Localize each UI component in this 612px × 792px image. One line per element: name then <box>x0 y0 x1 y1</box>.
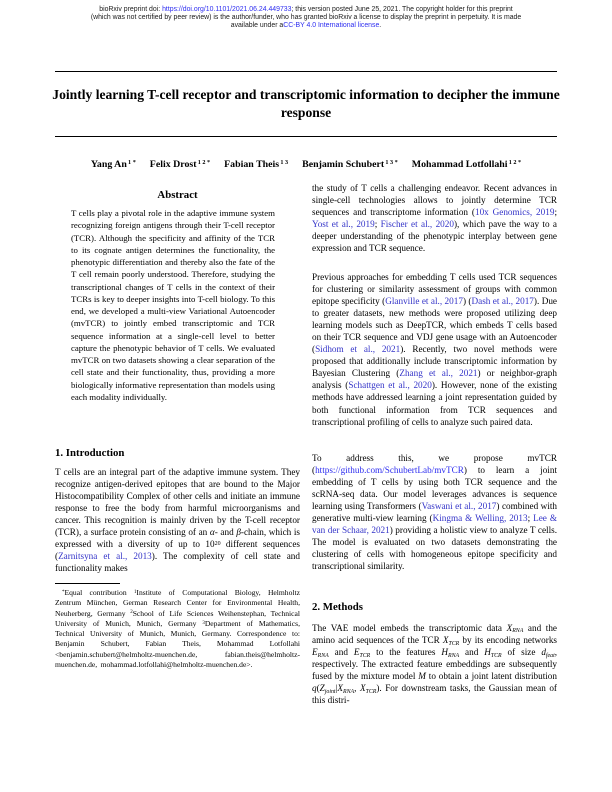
paragraph-mvtcr-proposal <box>312 452 557 572</box>
author-name: Fabian Theis <box>224 159 280 170</box>
text-segment: RNA <box>512 628 524 635</box>
text-segment: , <box>354 683 360 694</box>
text-segment: H <box>484 647 491 658</box>
text-segment: ) combined with generative multi-view learning ( <box>312 501 557 524</box>
footnote-rule <box>55 583 120 584</box>
text-segment: -chain, which is expressed with a diversity of up to 10 <box>55 527 300 550</box>
text-segment: (which was not certified by peer review) is the author/funder, who has granted bioRxiv a license to display the preprint in perpetuity. It is made <box>90 14 522 22</box>
citation-link[interactable]: Kingma & Welling, 2013 <box>432 513 528 524</box>
citation-link[interactable]: Dash et al., 2017 <box>471 296 534 307</box>
text-segment: X <box>359 683 366 694</box>
text-segment: Equal contribution <box>64 588 134 597</box>
text-segment: β <box>236 527 241 538</box>
text-segment: Department of Mathematics, Technical University of Munich, Munich, Germany. Correspondence to: Benjamin Schubert, Fabian Theis, Mohammad Lotfollahi <benjamin.schubert@helmholtz-muenchen.de, fabian.theis@helmholtz-muenchen.de, mohammad.lotfollahi@helmholtz-muenchen.de>. <box>55 618 300 670</box>
citation-link[interactable]: Zhang et al., 2021 <box>399 368 478 379</box>
text-segment: T cells are an integral part of the adaptive immune system. They recognize antigen-derived epitopes that are bound to the Major Histocompatibility Complex of other cells and initiate an immune response to free the body from harmful microorganisms and cancer. This recognition is mainly driven by the T-cell receptor (TCR), a surface protein consisting of an <box>55 467 300 538</box>
text-segment: To address this, we propose mvTCR ( <box>312 453 557 476</box>
text-segment: RNA <box>448 652 460 659</box>
text-segment: - and <box>214 527 237 538</box>
text-segment: feat <box>545 652 555 659</box>
citation-link[interactable]: Sidhom et al., 2021 <box>315 344 401 355</box>
text-segment: ; <box>554 207 557 218</box>
text-segment: ( <box>316 683 320 694</box>
text-segment: RNA <box>343 688 355 695</box>
text-segment: The VAE model embeds the transcriptomic data <box>312 623 507 633</box>
author <box>150 159 210 170</box>
text-segment: ). Recently, two novel methods were proposed that additionally include transcriptomic information by Bayesian Clustering ( <box>312 344 557 379</box>
citation-link[interactable]: Glanville et al., 2017 <box>385 296 463 307</box>
citation-link[interactable]: Vaswani et al., 2017 <box>421 501 497 512</box>
text-segment: X <box>337 683 344 694</box>
text-segment: ) to learn a joint embedding of T cells by using both TCR sequence and the scRNA-seq data. Our model leverages advances is sequence learning using Transformers ( <box>312 465 557 512</box>
text-segment: ; <box>527 513 534 524</box>
text-segment: bioRxiv preprint doi: <box>99 6 163 13</box>
text-segment: ) ( <box>462 296 472 307</box>
text-segment: * <box>62 589 65 595</box>
text-segment: ; this version posted June 25, 2021. The copyright holder for this preprint <box>291 6 513 13</box>
text-segment: School of Life Sciences Weihenstephan, Technical University of Munich, Munich, Germany <box>55 608 300 628</box>
author-affiliation-sup: 1 2 * <box>196 159 211 167</box>
text-segment: and the amino acid sequences of the TCR <box>312 623 557 646</box>
citation-link[interactable]: Yost et al., 2019 <box>312 219 375 230</box>
author-name: Mohammad Lotfollahi <box>411 159 508 170</box>
methods-paragraph <box>312 622 557 706</box>
license-link[interactable]: CC-BY 4.0 International license <box>283 22 380 30</box>
author-name: Yang An <box>90 159 127 170</box>
text-segment: RNA <box>317 652 329 659</box>
citation-link[interactable]: Lee & van der Schaar, 2021 <box>312 513 557 536</box>
text-segment: TCR <box>490 652 502 659</box>
text-segment: to obtain a joint latent distribution <box>425 671 557 682</box>
text-segment: available under a <box>230 22 284 30</box>
text-segment: of size <box>501 647 542 658</box>
author-name: Benjamin Schubert <box>302 159 385 170</box>
title-rule-bottom <box>55 136 557 137</box>
text-segment: E <box>312 647 318 658</box>
biorxiv-banner <box>20 6 592 31</box>
footnote-text <box>55 588 300 670</box>
citation-link[interactable]: Fischer et al., 2020 <box>380 219 454 230</box>
abstract-heading: Abstract <box>157 189 198 201</box>
author-affiliation-sup: 1 3 <box>279 159 289 167</box>
author-list <box>30 159 582 170</box>
text-segment: α <box>209 527 215 538</box>
banner-line-2 <box>20 14 592 22</box>
author-affiliation-sup: 1 2 * <box>507 159 522 167</box>
paragraph-recent-advances <box>312 182 557 254</box>
paragraph-previous-approaches <box>312 271 557 428</box>
banner-line-3 <box>20 22 592 30</box>
text-segment: ) or neighbor-graph analysis ( <box>312 368 557 391</box>
text-segment: ). The complexity of cell state and functionality makes <box>55 551 300 574</box>
text-segment: 3 <box>202 620 205 626</box>
text-segment: TCR <box>359 652 371 659</box>
text-segment: H <box>441 647 448 658</box>
author <box>91 159 136 170</box>
text-segment: TCR <box>365 688 377 695</box>
text-segment: ), which pave the way to a deeper understanding of the phenotypic interplay between gene expression and TCR sequence. <box>312 219 557 254</box>
citation-link[interactable]: Zarnitsyna et al., 2013 <box>58 551 152 562</box>
paper-title: Jointly learning T-cell receptor and transcriptomic information to decipher the immune response <box>52 87 560 120</box>
text-segment: X <box>506 623 513 633</box>
text-segment: M <box>418 671 426 682</box>
author-affiliation-sup: 1 3 * <box>384 159 398 167</box>
text-segment: . <box>379 22 382 30</box>
citation-link[interactable]: 10x Genomics, 2019 <box>474 207 555 218</box>
text-segment: by its encoding networks <box>459 635 557 646</box>
section-heading-methods: 2. Methods <box>312 601 363 613</box>
abstract-text: T cells play a pivotal role in the adaptive immune system recognizing foreign antigens through their T-cell receptor (TCR). Although the specificity and affinity of the TCR to its cognate antigen determines the functionality, the phenotypic differentiation and thereby also the fate of the T cell remain poorly understood. Therefore, studying the transcriptional changes of T cells in the context of their TCRs is key to deeper insights into T-cell biology. To this end, we developed a multi-view Variational Autoencoder (mvTCR) to jointly embed transcriptomic and TCR sequence information at a single-cell level to better capture the phenotypic behavior of T cells. We evaluated mvTCR on two datasets showing a clear separation of the cell state and their functionality, thus, providing a more biologically informative representation than models using each modality individually. <box>71 208 275 402</box>
github-repo-link[interactable]: https://github.com/SchubertLab/mvTCR <box>315 465 464 476</box>
doi-link[interactable]: https://doi.org/10.1101/2021.06.24.449733 <box>162 6 292 13</box>
text-segment: TCR <box>448 640 460 647</box>
author-affiliation-sup: 1 * <box>126 159 136 167</box>
text-segment: Z <box>319 683 325 694</box>
author <box>412 159 521 170</box>
text-segment: and <box>459 647 485 658</box>
text-segment: ). For downstream tasks, the Gaussian mean of this distri- <box>312 683 557 706</box>
banner-line-1 <box>20 6 592 14</box>
text-segment: ) providing a holistic view to analyze T cells. The model is evaluated on two datasets demonstrating the clustering of cells with homogeneous epitope specificity and transcriptional similarity. <box>312 525 557 572</box>
title-rule-top <box>55 71 557 72</box>
text-segment: Institute of Computational Biology, Helmholtz Zentrum München, German Research Center for Environmental Health, Neuherberg, Germany <box>55 588 300 618</box>
text-segment: ; <box>374 219 381 230</box>
text-segment: and <box>328 647 354 658</box>
text-segment: joint <box>324 688 336 695</box>
text-segment: 1 <box>133 589 137 595</box>
text-segment: E <box>353 647 360 658</box>
text-segment: ). Due to greater datasets, new methods were proposed utilizing deep learning models such as DeepTCR, which embeds T cells based on their TCR sequence and VDJ gene usage with an Autoencoder ( <box>312 296 557 355</box>
text-segment: Previous approaches for embedding T cells used TCR sequences for clustering or similarity assessment of groups with common epitope specificity ( <box>312 272 557 307</box>
author <box>224 159 288 170</box>
text-segment: q <box>312 683 317 694</box>
author-name: Felix Drost <box>149 159 197 170</box>
text-segment: 2 <box>130 610 133 616</box>
text-segment: to the features <box>370 647 442 658</box>
section-heading-introduction: 1. Introduction <box>55 447 125 459</box>
text-segment: 20 <box>214 540 221 547</box>
text-segment: ). However, none of the existing methods have addressed learning a joint representation guided by both functional information from TCR sequences and transcriptional profiling of cells to analyze such paired data. <box>312 380 557 427</box>
text-segment: X <box>442 635 449 646</box>
author <box>302 159 398 170</box>
text-segment: d <box>541 647 546 658</box>
text-segment: the study of T cells a challenging endeavor. Recent advances in single-cell technologies allows to jointly determine TCR sequences and transcriptome information ( <box>312 183 557 218</box>
text-segment: , respectively. The extracted feature embeddings are subsequently fused by the mixture model <box>312 647 557 682</box>
citation-link[interactable]: Schattgen et al., 2020 <box>348 380 432 391</box>
text-segment: | <box>335 683 338 694</box>
introduction-paragraph <box>55 466 300 574</box>
text-segment: different sequences ( <box>55 539 300 562</box>
